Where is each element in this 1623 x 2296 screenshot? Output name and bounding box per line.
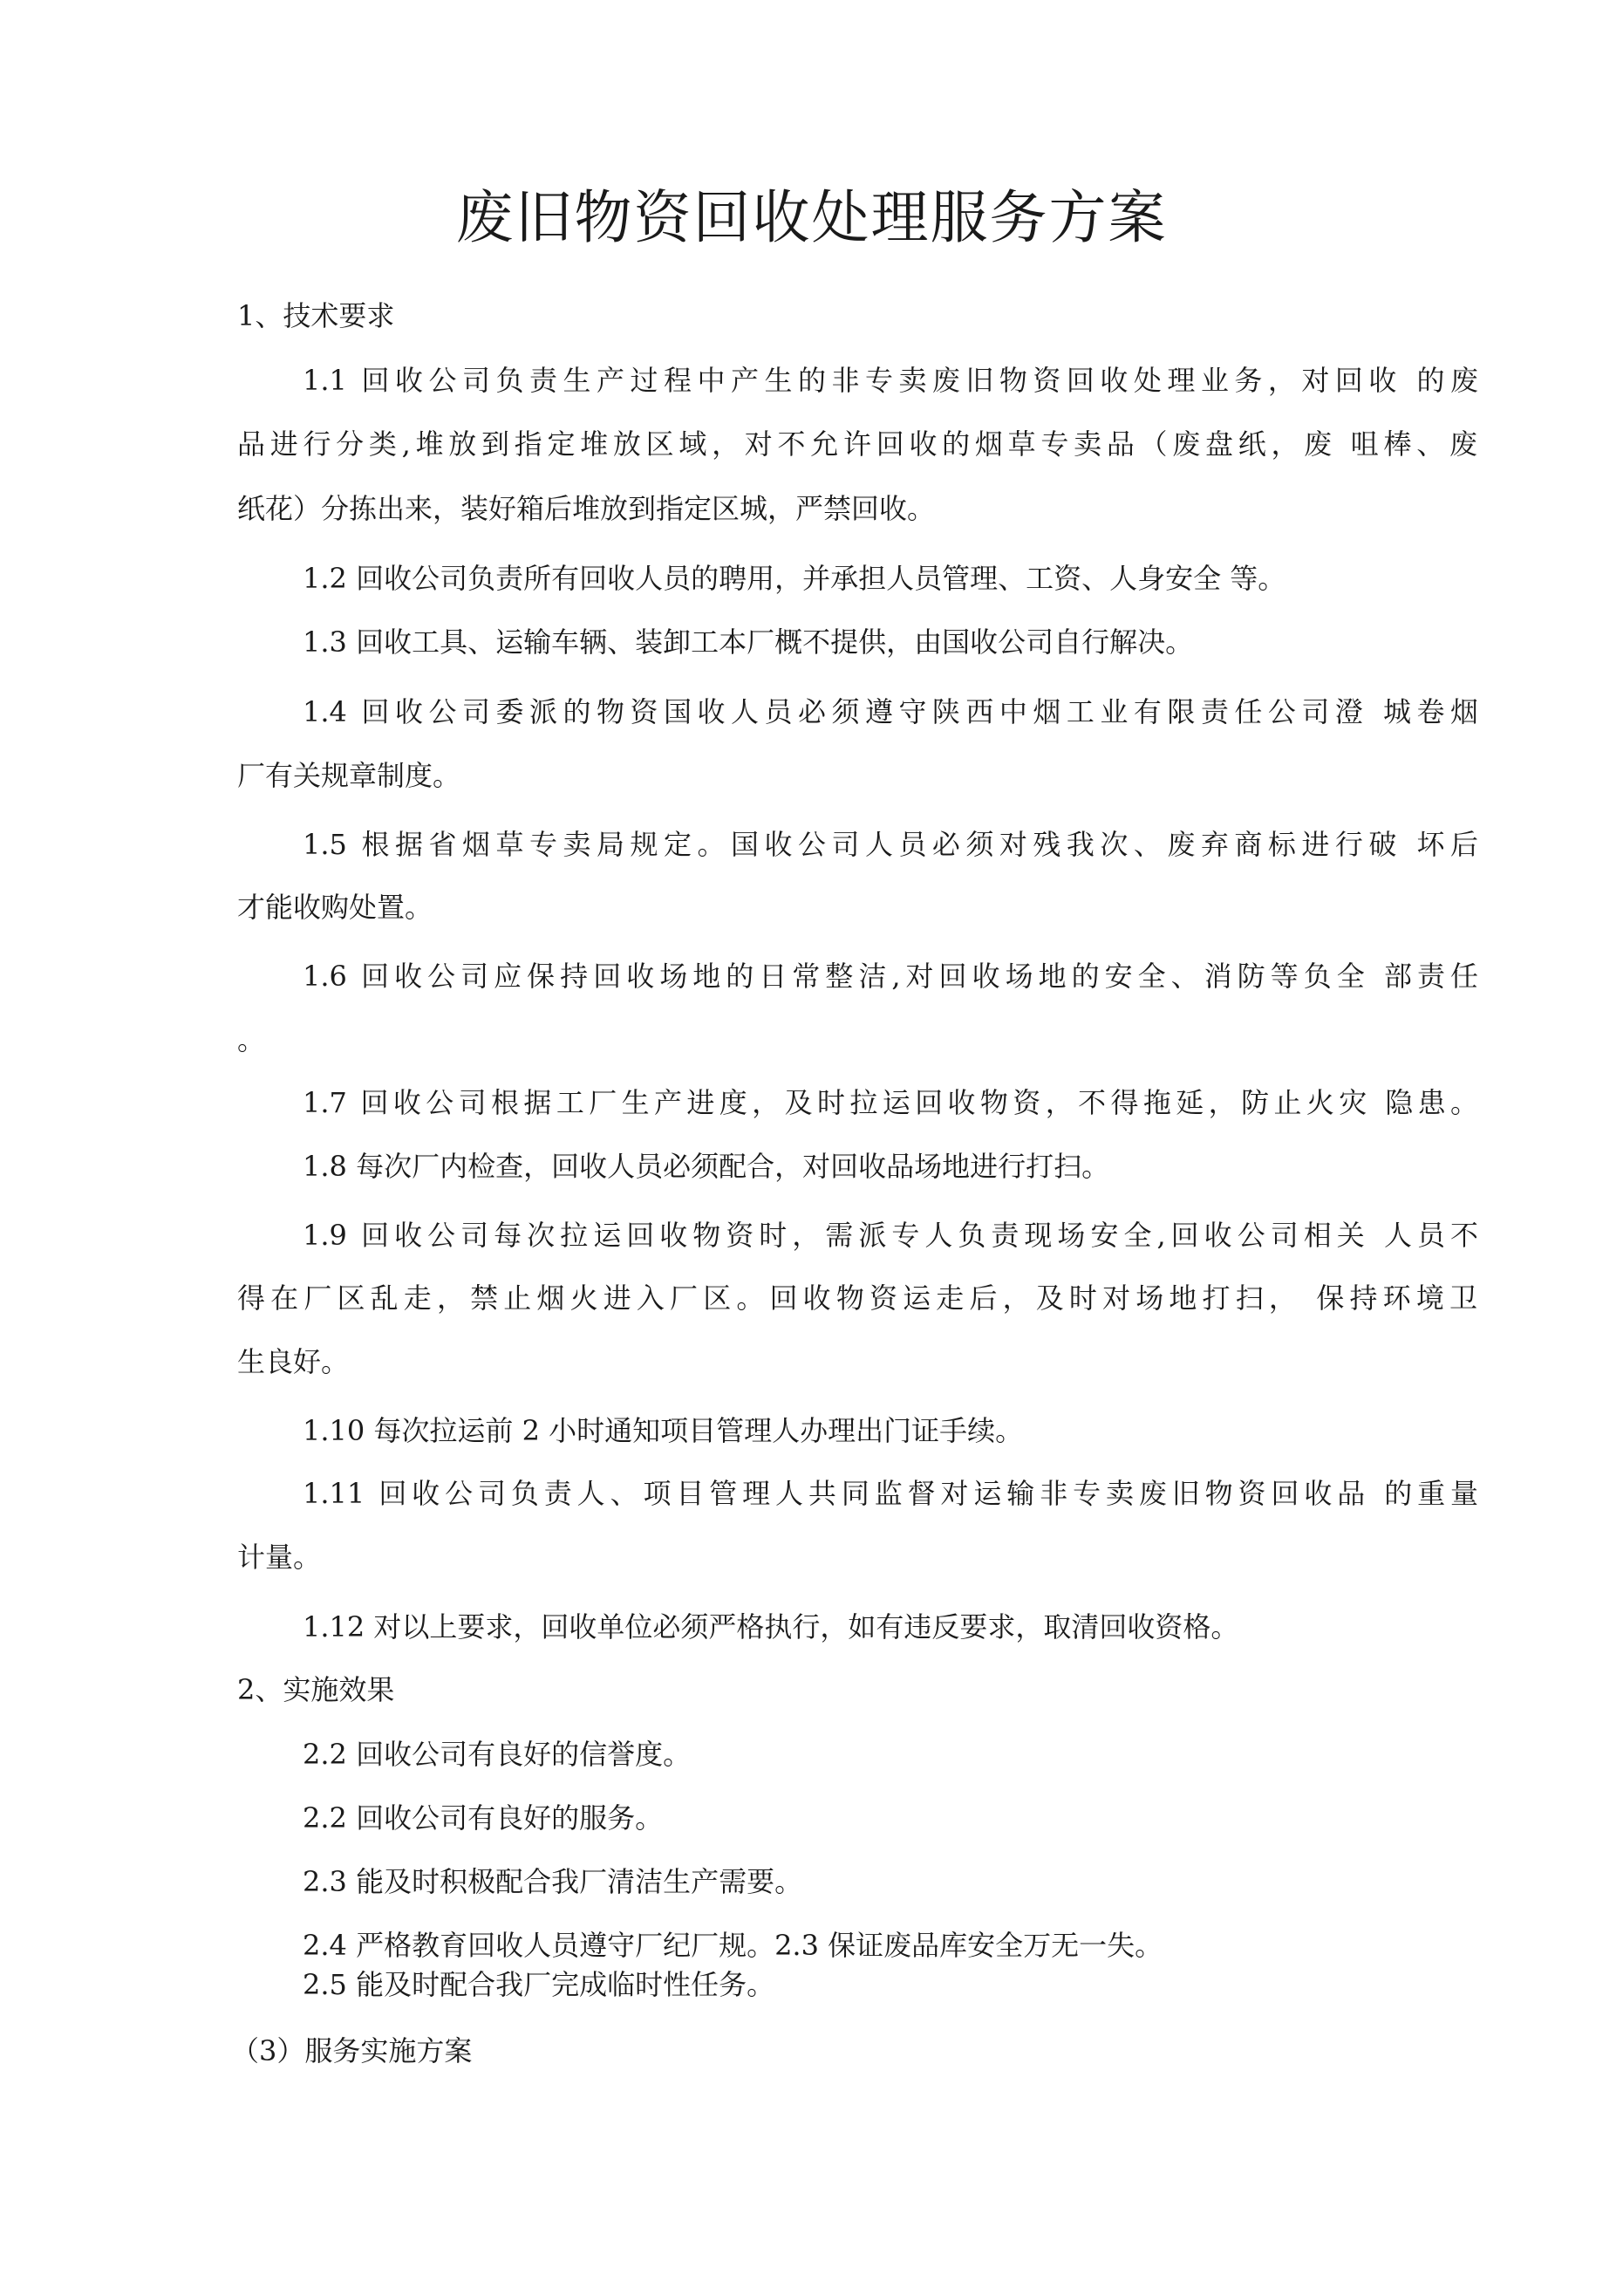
paragraph-2-3: 2.3 能及时积极配合我厂清洁生产需要。 bbox=[303, 1865, 803, 1898]
section-heading-service-plan: （3）服务实施方案 bbox=[231, 2034, 473, 2067]
paragraph-2-2-service: 2.2 回收公司有良好的服务。 bbox=[303, 1801, 664, 1835]
paragraph-1-4-line-2: 厂有关规章制度。 bbox=[237, 759, 461, 792]
paragraph-1-4-line-1: 1.4 回收公司委派的物资国收人员必须遵守陕西中烟工业有限责任公司澄 城卷烟 bbox=[303, 695, 1478, 728]
paragraph-1-6-line-1: 1.6 回收公司应保持回收场地的日常整洁,对回收场地的安全、消防等负全 部责任 bbox=[303, 960, 1478, 993]
section-heading-technical-requirements: 1、技术要求 bbox=[237, 299, 395, 332]
paragraph-1-9-line-3: 生良好。 bbox=[237, 1345, 350, 1378]
paragraph-1-8: 1.8 每次厂内检查，回收人员必须配合，对回收品场地进行打扫。 bbox=[303, 1150, 1110, 1183]
paragraph-1-5-line-2: 才能收购处置。 bbox=[237, 891, 433, 924]
paragraph-1-2: 1.2 回收公司负责所有回收人员的聘用，并承担人员管理、工资、人身安全 等。 bbox=[303, 562, 1286, 595]
paragraph-1-1-line-3: 纸花）分拣出来，装好箱后堆放到指定区城，严禁回收。 bbox=[237, 492, 936, 525]
paragraph-1-11-line-1: 1.11 回收公司负责人、项目管理人共同监督对运输非专卖废旧物资回收品 的重量 bbox=[303, 1477, 1478, 1510]
paragraph-1-9-line-2: 得在厂区乱走，禁止烟火进入厂区。回收物资运走后，及时对场地打扫， 保持环境卫 bbox=[237, 1281, 1477, 1315]
paragraph-1-3: 1.3 回收工具、运输车辆、装卸工本厂概不提供，由国收公司自行解决。 bbox=[303, 625, 1194, 659]
paragraph-1-5-line-1: 1.5 根据省烟草专卖局规定。国收公司人员必须对残我次、废弃商标进行破 坏后 bbox=[303, 828, 1478, 861]
document-title: 废旧物资回收处理服务方案 bbox=[455, 184, 1168, 251]
paragraph-1-7: 1.7 回收公司根据工厂生产进度，及时拉运回收物资，不得拖延，防止火灾 隐患。 bbox=[303, 1086, 1478, 1119]
paragraph-1-6-line-2: 。 bbox=[237, 1023, 266, 1056]
paragraph-2-2-reputation: 2.2 回收公司有良好的信誉度。 bbox=[303, 1738, 692, 1771]
paragraph-1-1-line-1: 1.1 回收公司负责生产过程中产生的非专卖废旧物资回收处理业务，对回收 的废 bbox=[303, 364, 1478, 397]
paragraph-2-5: 2.5 能及时配合我厂完成临时性任务。 bbox=[303, 1968, 775, 2001]
paragraph-1-10: 1.10 每次拉运前 2 小时通知项目管理人办理出门证手续。 bbox=[303, 1414, 1024, 1447]
paragraph-1-12: 1.12 对以上要求，回收单位必须严格执行，如有违反要求，取清回收资格。 bbox=[303, 1610, 1239, 1643]
section-heading-implementation-effect: 2、实施效果 bbox=[237, 1673, 395, 1706]
paragraph-1-9-line-1: 1.9 回收公司每次拉运回收物资时，需派专人负责现场安全,回收公司相关 人员不 bbox=[303, 1219, 1478, 1252]
paragraph-1-1-line-2: 品进行分类,堆放到指定堆放区域，对不允许回收的烟草专卖品（废盘纸，废 咀棒、废 bbox=[237, 427, 1477, 461]
paragraph-1-11-line-2: 计量。 bbox=[237, 1541, 322, 1574]
paragraph-2-4: 2.4 严格教育回收人员遵守厂纪厂规。2.3 保证废品库安全万无一失。 bbox=[303, 1929, 1163, 1962]
